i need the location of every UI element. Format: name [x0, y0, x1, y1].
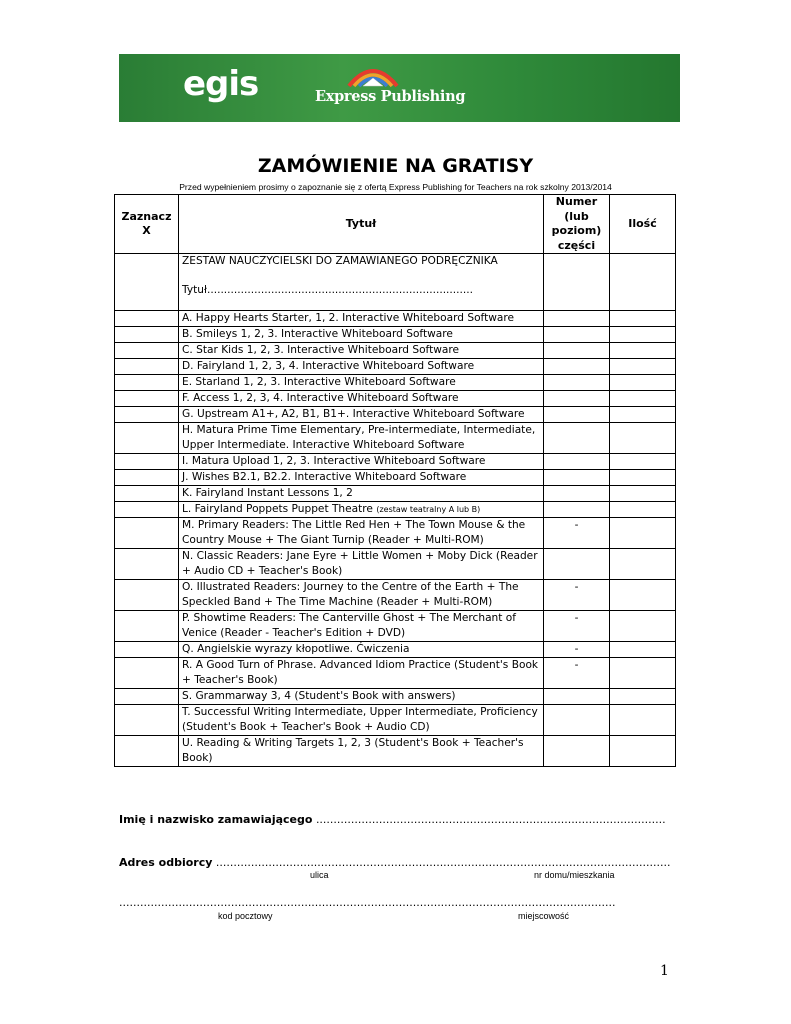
table-row [115, 518, 676, 549]
header-banner [119, 54, 680, 122]
table-row [115, 311, 676, 327]
mark-cell[interactable] [115, 254, 179, 311]
item-title: N. Classic Readers: Jane Eyre + Little Women + Moby Dick (Reader + Audio CD + Teacher's Book) [182, 550, 538, 577]
item-title: A. Happy Hearts Starter, 1, 2. Interactive Whiteboard Software [182, 312, 515, 324]
title-cell [179, 486, 544, 502]
mark-cell[interactable] [115, 580, 179, 611]
number-cell[interactable] [544, 736, 610, 767]
mark-cell[interactable] [115, 486, 179, 502]
mark-cell[interactable] [115, 375, 179, 391]
number-cell[interactable] [544, 689, 610, 705]
title-cell [179, 327, 544, 343]
zestaw-title: ZESTAW NAUCZYCIELSKI DO ZAMAWIANEGO PODRĘCZNIKA [182, 255, 498, 267]
title-cell [179, 689, 544, 705]
item-title: H. Matura Prime Time Elementary, Pre-intermediate, Intermediate, Upper Intermediate. Interactive Whiteboard Software [182, 424, 536, 451]
name-field[interactable]: .................................................................................................... [315, 813, 666, 826]
item-title: D. Fairyland 1, 2, 3, 4. Interactive Whiteboard Software [182, 360, 475, 372]
table-row [115, 642, 676, 658]
quantity-cell[interactable] [610, 486, 676, 502]
number-cell[interactable] [544, 486, 610, 502]
number-cell[interactable]: - [544, 611, 610, 642]
table-row [115, 359, 676, 375]
table-row [115, 407, 676, 423]
item-title: K. Fairyland Instant Lessons 1, 2 [182, 487, 353, 499]
mark-cell[interactable] [115, 407, 179, 423]
mark-cell[interactable] [115, 454, 179, 470]
title-cell [179, 423, 544, 454]
title-cell [179, 549, 544, 580]
book-rainbow-icon [345, 62, 401, 88]
express-publishing-logo [315, 62, 466, 118]
mark-cell[interactable] [115, 391, 179, 407]
number-cell[interactable]: - [544, 518, 610, 549]
order-table [114, 194, 676, 767]
table-row [115, 502, 676, 518]
mark-cell[interactable] [115, 642, 179, 658]
table-row-zestaw [115, 254, 676, 311]
quantity-cell[interactable] [610, 391, 676, 407]
title-cell [179, 375, 544, 391]
number-cell[interactable]: - [544, 642, 610, 658]
title-cell [179, 311, 544, 327]
mark-cell[interactable] [115, 359, 179, 375]
title-cell [179, 343, 544, 359]
number-cell[interactable] [544, 391, 610, 407]
number-cell[interactable]: - [544, 658, 610, 689]
quantity-cell[interactable] [610, 549, 676, 580]
title-cell [179, 359, 544, 375]
table-row [115, 658, 676, 689]
table-row [115, 611, 676, 642]
mark-cell[interactable] [115, 611, 179, 642]
number-cell[interactable] [544, 454, 610, 470]
title-cell [179, 658, 544, 689]
table-row [115, 454, 676, 470]
table-row [115, 580, 676, 611]
page-number: 1 [660, 963, 669, 979]
zestaw-title-blank: Tytuł............................................................................... [182, 284, 473, 296]
house-caption: nr domu/mieszkania [534, 870, 615, 880]
number-cell[interactable] [544, 375, 610, 391]
mark-cell[interactable] [115, 705, 179, 736]
table-row [115, 375, 676, 391]
address-line[interactable] [119, 856, 671, 869]
title-cell [179, 502, 544, 518]
postal-city-line[interactable] [119, 896, 671, 909]
title-cell [179, 736, 544, 767]
table-row [115, 689, 676, 705]
quantity-cell[interactable] [610, 359, 676, 375]
quantity-cell[interactable] [610, 470, 676, 486]
item-title: M. Primary Readers: The Little Red Hen + The Town Mouse & the Country Mouse + The Giant Turnip (Reader + Multi-ROM) [182, 519, 526, 546]
quantity-cell[interactable] [610, 658, 676, 689]
title-cell [179, 611, 544, 642]
table-header-row [115, 195, 676, 254]
quantity-cell[interactable] [610, 689, 676, 705]
table-row [115, 327, 676, 343]
number-cell[interactable] [544, 705, 610, 736]
mark-cell[interactable] [115, 327, 179, 343]
mark-cell[interactable] [115, 470, 179, 486]
table-row [115, 391, 676, 407]
mark-cell[interactable] [115, 518, 179, 549]
table-row [115, 343, 676, 359]
mark-cell[interactable] [115, 689, 179, 705]
table-row [115, 705, 676, 736]
number-cell[interactable]: - [544, 580, 610, 611]
table-row [115, 486, 676, 502]
quantity-cell[interactable] [610, 580, 676, 611]
header-title: Tytuł [179, 195, 544, 254]
title-cell [179, 254, 544, 311]
header-number: Numer (lub poziom) części [544, 195, 610, 254]
quantity-cell[interactable] [610, 375, 676, 391]
item-title: I. Matura Upload 1, 2, 3. Interactive Whiteboard Software [182, 455, 486, 467]
title-cell [179, 642, 544, 658]
item-title: S. Grammarway 3, 4 (Student's Book with answers) [182, 690, 456, 702]
express-publishing-text: Express Publishing [315, 88, 466, 105]
item-title: B. Smileys 1, 2, 3. Interactive Whiteboard Software [182, 328, 453, 340]
quantity-cell[interactable] [610, 311, 676, 327]
item-title: R. A Good Turn of Phrase. Advanced Idiom Practice (Student's Book + Teacher's Book) [182, 659, 539, 686]
item-title: Q. Angielskie wyrazy kłopotliwe. Ćwiczenia [182, 643, 410, 655]
number-cell[interactable] [544, 327, 610, 343]
quantity-cell[interactable] [610, 343, 676, 359]
item-title: G. Upstream A1+, A2, B1, B1+. Interactive Whiteboard Software [182, 408, 525, 420]
name-line[interactable] [119, 813, 671, 826]
address-label: Adres odbiorcy [119, 856, 213, 869]
quantity-cell[interactable] [610, 611, 676, 642]
quantity-cell[interactable] [610, 518, 676, 549]
item-title: L. Fairyland Poppets Puppet Theatre [182, 503, 373, 515]
postal-caption: kod pocztowy [218, 911, 273, 921]
quantity-cell[interactable] [610, 407, 676, 423]
item-title: E. Starland 1, 2, 3. Interactive Whiteboard Software [182, 376, 456, 388]
title-cell [179, 391, 544, 407]
title-cell [179, 518, 544, 549]
table-row [115, 470, 676, 486]
page-subtitle: Przed wypełnieniem prosimy o zapoznanie się z ofertą Express Publishing for Teachers na rok szkolny 2013/2014 [179, 182, 612, 192]
title-cell [179, 407, 544, 423]
item-title: C. Star Kids 1, 2, 3. Interactive Whiteboard Software [182, 344, 460, 356]
number-cell[interactable] [544, 407, 610, 423]
item-title: P. Showtime Readers: The Canterville Ghost + The Merchant of Venice (Reader - Teacher's Edition + DVD) [182, 612, 517, 639]
number-cell[interactable] [544, 359, 610, 375]
mark-cell[interactable] [115, 502, 179, 518]
quantity-cell[interactable] [610, 736, 676, 767]
table-row [115, 549, 676, 580]
quantity-cell[interactable] [610, 423, 676, 454]
title-cell [179, 705, 544, 736]
title-cell [179, 580, 544, 611]
number-cell[interactable] [544, 343, 610, 359]
number-cell[interactable] [544, 502, 610, 518]
quantity-cell[interactable] [610, 454, 676, 470]
city-caption: miejscowość [518, 911, 570, 921]
table-row [115, 736, 676, 767]
quantity-cell[interactable] [610, 502, 676, 518]
header-quantity: Ilość [610, 195, 676, 254]
page-title: ZAMÓWIENIE NA GRATISY [257, 155, 534, 177]
title-cell [179, 470, 544, 486]
quantity-cell[interactable] [610, 327, 676, 343]
quantity-cell[interactable] [610, 705, 676, 736]
postal-city-field[interactable]: .............................................................................................................................................. [119, 896, 616, 909]
item-title: T. Successful Writing Intermediate, Upper Intermediate, Proficiency (Student's Book + Teacher's Book + Audio CD) [182, 706, 538, 733]
table-row [115, 423, 676, 454]
header-mark: Zaznacz X [115, 195, 179, 254]
number-cell[interactable] [544, 311, 610, 327]
mark-cell[interactable] [115, 311, 179, 327]
item-title: O. Illustrated Readers: Journey to the Centre of the Earth + The Speckled Band + The Time Machine (Reader + Multi-ROM) [182, 581, 519, 608]
quantity-cell[interactable] [610, 642, 676, 658]
quantity-cell[interactable] [610, 254, 676, 311]
street-caption: ulica [310, 870, 329, 880]
mark-cell[interactable] [115, 658, 179, 689]
number-cell[interactable] [544, 254, 610, 311]
item-note: (zestaw teatralny A lub B) [376, 505, 481, 514]
mark-cell[interactable] [115, 343, 179, 359]
name-label: Imię i nazwisko zamawiającego [119, 813, 313, 826]
egis-logo: egis [183, 64, 259, 104]
address-field[interactable]: .................................................................................................................................. [215, 856, 671, 869]
number-cell[interactable] [544, 423, 610, 454]
mark-cell[interactable] [115, 736, 179, 767]
item-title: J. Wishes B2.1, B2.2. Interactive Whiteboard Software [182, 471, 467, 483]
item-title: U. Reading & Writing Targets 1, 2, 3 (Student's Book + Teacher's Book) [182, 737, 524, 764]
title-cell [179, 454, 544, 470]
number-cell[interactable] [544, 470, 610, 486]
mark-cell[interactable] [115, 423, 179, 454]
item-title: F. Access 1, 2, 3, 4. Interactive Whiteboard Software [182, 392, 459, 404]
mark-cell[interactable] [115, 549, 179, 580]
number-cell[interactable] [544, 549, 610, 580]
